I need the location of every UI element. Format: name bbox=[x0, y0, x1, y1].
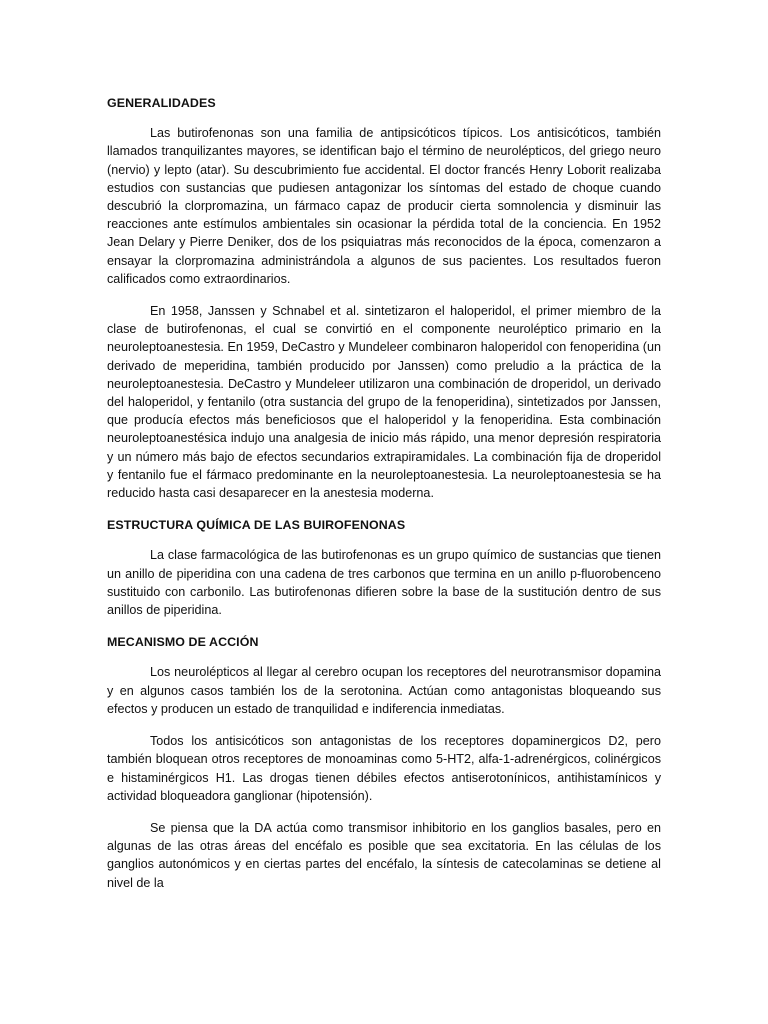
section-generalidades bbox=[107, 94, 661, 502]
section-mecanismo-de-accion bbox=[107, 633, 661, 891]
paragraph: En 1958, Janssen y Schnabel et al. sintetizaron el haloperidol, el primer miembro de la clase de butirofenonas, el cual se convirtió en el componente neuroléptico primario en la neuroleptoanestesia. En 1959, DeCastro y Mundeleer combinaron haloperidol con fenoperidina (un derivado de meperidina, también producido por Janssen) como preludio a la práctica de la neuroleptoanestesia. DeCastro y Mundeleer utilizaron una combinación de droperidol, un derivado del haloperidol, y fentanilo (otra sustancia del grupo de la fenoperidina), sintetizados por Janssen, que producía efectos más beneficiosos que el haloperidol y la fenoperidina. Esta combinación neuroleptoanestésica indujo una analgesia de inicio más rápido, una menor depresión respiratoria y un número más bajo de efectos secundarios extrapiramidales. La combinación fija de droperidol y fentanilo fue el fármaco predominante en la neuroleptoanestesia. La neuroleptoanestesia se ha reducido hasta casi desaparecer en la anestesia moderna. bbox=[107, 304, 661, 501]
paragraph: Los neurolépticos al llegar al cerebro ocupan los receptores del neurotransmisor dopamina y en algunos casos también los de la serotonina. Actúan como antagonistas bloqueando sus efectos y producen un estado de tranquilidad e indiferencia inmediatas. bbox=[107, 665, 661, 716]
paragraph: Se piensa que la DA actúa como transmisor inhibitorio en los ganglios basales, pero en algunas de las otras áreas del encéfalo es posible que sea excitatoria. En las células de los ganglios autonómicos y en ciertas partes del encéfalo, la síntesis de catecolaminas se detiene al nivel de la bbox=[107, 820, 661, 890]
paragraph: Todos los antisicóticos son antagonistas de los receptores dopaminergicos D2, pero también bloquean otros receptores de monoaminas como 5-HT2, alfa-1-adrenérgicos, colinérgicos e histaminérgicos H1. Las drogas tienen débiles efectos antiserotonínicos, antihistamínicos y actividad bloqueadora ganglionar (hipotensión). bbox=[107, 734, 661, 803]
paragraph: Las butirofenonas son una familia de antipsicóticos típicos. Los antisicóticos, también llamados tranquilizantes mayores, se identifican bajo el término de neurolépticos, del griego neuro (nervio) y lepto (atar). Su descubrimiento fue accidental. El doctor francés Henry Loborit realizaba estudios con sustancias que pudiesen antagonizar los síntomas del estado de choque cuando descubrió la clorpromazina, un fármaco capaz de producir cierta somnolencia y disminuir las reacciones ante estímulos ambientales sin ocasionar la pérdida total de la conciencia. En 1952 Jean Delary y Pierre Deniker, dos de los psiquiatras más reconocidos de la época, comenzaron a ensayar la clorpromazina administrándola a algunos de sus pacientes. Los resultados fueron calificados como extraordinarios. bbox=[107, 126, 661, 286]
section-heading: ESTRUCTURA QUÍMICA DE LAS BUIROFENONAS bbox=[107, 518, 406, 533]
section-heading: MECANISMO DE ACCIÓN bbox=[107, 635, 259, 650]
paragraph: La clase farmacológica de las butirofenonas es un grupo químico de sustancias que tienen un anillo de piperidina con una cadena de tres carbonos que termina en un anillo p-fluorobenceno sustituido con carbonilo. Las butirofenonas difieren sobre la base de la sustitución dentro de sus anillos de piperidina. bbox=[107, 548, 661, 618]
section-estructura-quimica bbox=[107, 516, 661, 619]
section-heading: GENERALIDADES bbox=[107, 96, 216, 110]
